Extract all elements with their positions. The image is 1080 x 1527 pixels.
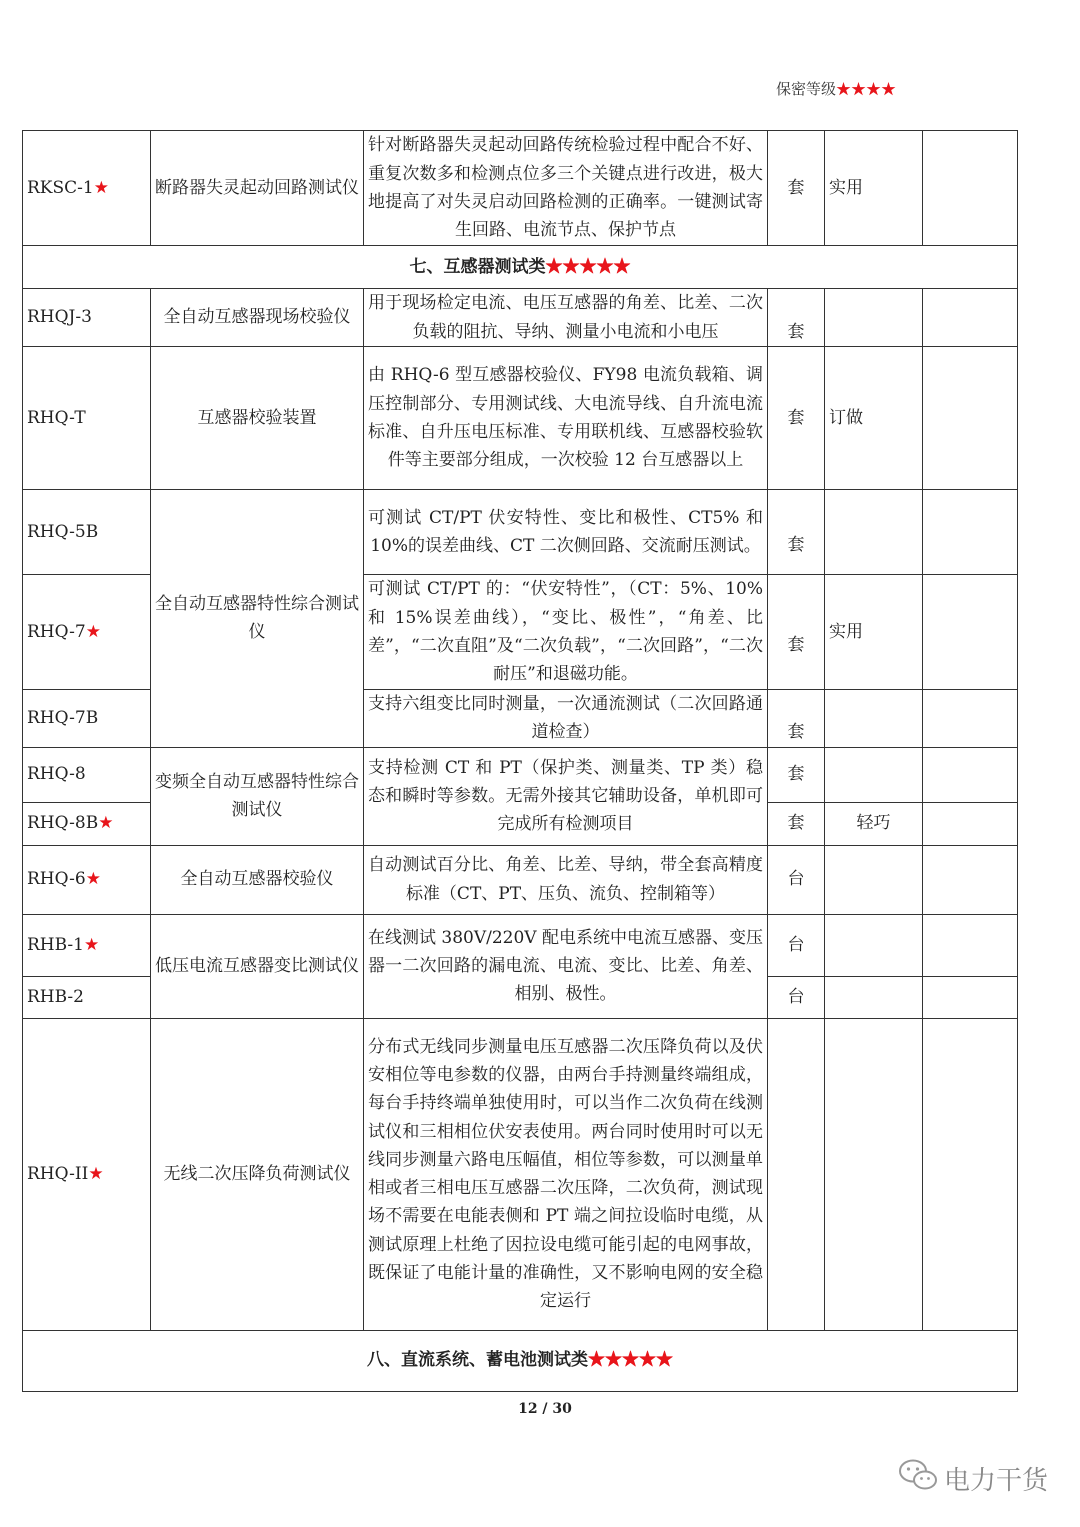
unit-cell: 套 — [768, 747, 825, 802]
table-row — [23, 747, 1018, 802]
model-cell: RHQ-5B — [23, 490, 151, 575]
name-cell: 低压电流互感器变比测试仪 — [151, 914, 364, 1018]
empty-cell — [825, 747, 923, 802]
empty-cell — [923, 347, 1018, 490]
empty-cell — [923, 747, 1018, 802]
empty-cell — [825, 289, 923, 347]
empty-cell — [825, 490, 923, 575]
confidentiality-label: 保密等级 — [776, 80, 837, 98]
section-title-8: 八、直流系统、蓄电池测试类★★★★★ — [23, 1330, 1018, 1391]
empty-cell — [825, 690, 923, 748]
name-cell: 断路器失灵起动回路测试仪 — [151, 131, 364, 246]
name-cell: 变频全自动互感器特性综合测试仪 — [151, 747, 364, 845]
empty-cell — [825, 1018, 923, 1330]
desc-cell: 支持六组变比同时测量，一次通流测试（二次回路通道检查） — [364, 690, 768, 748]
model-cell: RHQ-7★ — [23, 575, 151, 690]
model-cell: RHQ-II★ — [23, 1018, 151, 1330]
section-row — [23, 246, 1018, 289]
page-number: 12 / 30 — [518, 1401, 572, 1417]
model-cell: RHQ-T — [23, 347, 151, 490]
model-cell: RKSC-1★ — [23, 131, 151, 246]
empty-cell — [923, 914, 1018, 976]
name-cell: 全自动互感器特性综合测试仪 — [151, 490, 364, 748]
unit-cell: 台 — [768, 845, 825, 914]
name-cell: 全自动互感器现场校验仪 — [151, 289, 364, 347]
empty-cell — [825, 914, 923, 976]
note-cell: 实用 — [825, 131, 923, 246]
wechat-icon — [898, 1458, 944, 1499]
model-cell: RHQ-7B — [23, 690, 151, 748]
empty-cell — [923, 289, 1018, 347]
note-cell: 实用 — [825, 575, 923, 690]
unit-cell: 套 — [768, 131, 825, 246]
unit-cell: 套 — [768, 802, 825, 845]
table-row — [23, 347, 1018, 490]
desc-cell: 针对断路器失灵起动回路传统检验过程中配合不好、重复次数多和检测点位多三个关键点进行改进，极大地提高了对失灵启动回路检测的正确率。一键测试寄生回路、电流节点、保护节点 — [364, 131, 768, 246]
note-cell: 订做 — [825, 347, 923, 490]
unit-cell: 套 — [768, 347, 825, 490]
unit-cell: 套 — [768, 575, 825, 690]
empty-cell — [825, 845, 923, 914]
desc-cell: 由 RHQ-6 型互感器校验仪、FY98 电流负载箱、调压控制部分、专用测试线、大电流导线、自升流电流标准、自升压电压标准、专用联机线、互感器校验软件等主要部分组成，一次校验 12 台互感器以上 — [364, 347, 768, 490]
desc-cell: 用于现场检定电流、电压互感器的角差、比差、二次负载的阻抗、导纳、测量小电流和小电压 — [364, 289, 768, 347]
model-cell: RHB-1★ — [23, 914, 151, 976]
watermark — [898, 1458, 1048, 1499]
name-cell: 全自动互感器校验仪 — [151, 845, 364, 914]
confidentiality-level — [776, 78, 896, 99]
empty-cell — [825, 976, 923, 1018]
section-title-7: 七、互感器测试类★★★★★ — [23, 246, 1018, 289]
unit-cell: 套 — [768, 690, 825, 748]
watermark-text: 电力干货 — [944, 1466, 1049, 1496]
empty-cell — [923, 1018, 1018, 1330]
confidentiality-stars: ★★★★ — [836, 80, 897, 98]
desc-cell: 支持检测 CT 和 PT（保护类、测量类、TP 类）稳态和瞬时等参数。无需外接其它辅助设备，单机即可完成所有检测项目 — [364, 747, 768, 845]
model-cell: RHQ-6★ — [23, 845, 151, 914]
desc-cell: 自动测试百分比、角差、比差、导纳，带全套高精度标准（CT、PT、压负、流负、控制箱等） — [364, 845, 768, 914]
unit-cell: 套 — [768, 289, 825, 347]
product-table — [22, 130, 1018, 1392]
table-row — [23, 131, 1018, 246]
empty-cell — [923, 976, 1018, 1018]
empty-cell — [923, 575, 1018, 690]
empty-cell — [768, 1018, 825, 1330]
empty-cell — [923, 131, 1018, 246]
note-cell: 轻巧 — [825, 802, 923, 845]
name-cell: 互感器校验装置 — [151, 347, 364, 490]
desc-cell: 可测试 CT/PT 伏安特性、变比和极性、CT5% 和 10%的误差曲线、CT 二次侧回路、交流耐压测试。 — [364, 490, 768, 575]
desc-cell: 在线测试 380V/220V 配电系统中电流互感器、变压器一二次回路的漏电流、电流、变比、比差、角差、相别、极性。 — [364, 914, 768, 1018]
model-cell: RHQ-8 — [23, 747, 151, 802]
unit-cell: 套 — [768, 490, 825, 575]
table-row — [23, 289, 1018, 347]
table-row — [23, 845, 1018, 914]
model-cell: RHB-2 — [23, 976, 151, 1018]
unit-cell: 台 — [768, 976, 825, 1018]
empty-cell — [923, 845, 1018, 914]
table-row — [23, 490, 1018, 575]
model-cell: RHQJ-3 — [23, 289, 151, 347]
model-cell: RHQ-8B★ — [23, 802, 151, 845]
table-row — [23, 914, 1018, 976]
unit-cell: 台 — [768, 914, 825, 976]
empty-cell — [923, 690, 1018, 748]
empty-cell — [923, 802, 1018, 845]
empty-cell — [923, 490, 1018, 575]
desc-cell: 分布式无线同步测量电压互感器二次压降负荷以及伏安相位等电参数的仪器，由两台手持测量终端组成，每台手持终端单独使用时，可以当作二次负荷在线测试仪和三相相位伏安表使用。两台同时使用时可以无线同步测量六路电压幅值，相位等参数，可以测量单相或者三相电压互感器二次压降，二次负荷，测试现场不需要在电能表侧和 PT 端之间拉设临时电缆，从测试原理上杜绝了因拉设电缆可能引起的电网事故，既保证了电能计量的准确性，又不影响电网的安全稳定运行 — [364, 1018, 768, 1330]
table-row — [23, 1018, 1018, 1330]
desc-cell: 可测试 CT/PT 的：“伏安特性”，（CT：5%、10%和 15%误差曲线），“变比、极性”，“角差、比差”，“二次直阻”及“二次负载”，“二次回路”，“二次耐压”和退磁功能。 — [364, 575, 768, 690]
section-row — [23, 1330, 1018, 1391]
name-cell: 无线二次压降负荷测试仪 — [151, 1018, 364, 1330]
